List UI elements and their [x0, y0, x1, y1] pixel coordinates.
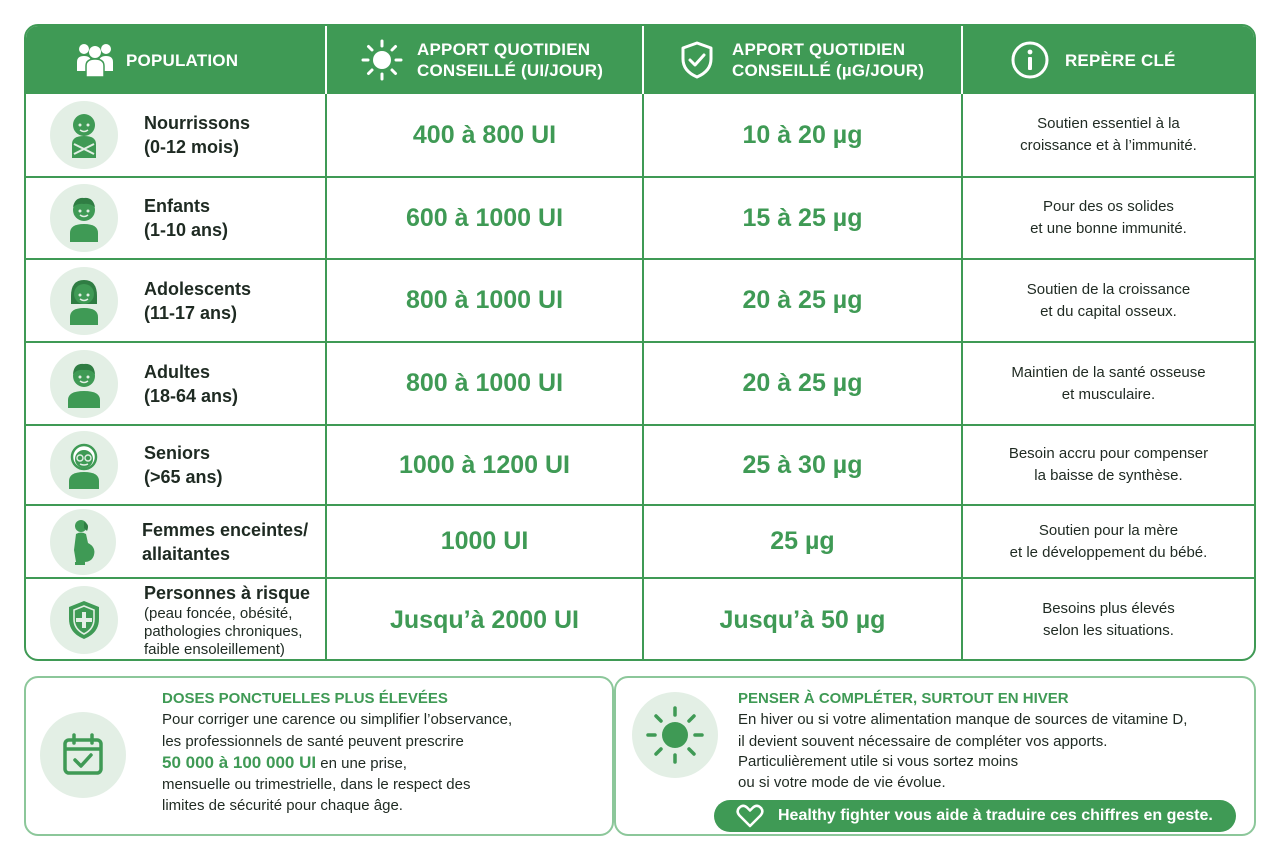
dose-ug: Jusqu’à 50 µg [719, 605, 886, 634]
hiver-box [614, 676, 1256, 836]
note-line2: et une bonne immunité. [1030, 220, 1187, 237]
note-line2: et le développement du bébé. [1009, 543, 1208, 561]
population-name: Seniors [144, 443, 211, 463]
dose-ug: 25 µg [770, 527, 835, 555]
note-line1: Besoins plus élevés [1042, 600, 1175, 617]
dose-ui: 1000 à 1200 UI [399, 450, 570, 479]
table-row [26, 260, 1254, 343]
note-line1: Soutien essentiel à la [1037, 115, 1180, 132]
dose-ui: 600 à 1000 UI [405, 203, 564, 232]
baby-icon [50, 101, 118, 169]
table-body [26, 94, 1254, 661]
vitamin-d-table [24, 24, 1256, 661]
population-name: Personnes à risque [144, 583, 311, 603]
header-population-label: POPULATION [126, 50, 239, 70]
healthy-fighter-banner [714, 800, 1236, 832]
calendar-check-icon [40, 712, 126, 798]
dose-ui: 800 à 1000 UI [405, 369, 564, 397]
header-repere [963, 26, 1254, 94]
note-line2: selon les situations. [1043, 622, 1174, 639]
note-line2: et musculaire. [1061, 385, 1156, 403]
table-row [26, 343, 1254, 426]
banner-text: Healthy fighter vous aide à traduire ces chiffres en geste. [778, 807, 1213, 824]
dose-ug: 15 à 25 µg [742, 203, 863, 232]
doses-ponctuelles-box [24, 676, 614, 836]
header-ug [644, 26, 963, 94]
dose-ug: 25 à 30 µg [742, 450, 863, 479]
header-ug-line2: CONSEILLÉ (µG/JOUR) [731, 61, 925, 80]
population-name: Nourrissons [144, 113, 251, 133]
box-right-title: PENSER À COMPLÉTER, SURTOUT EN HIVER [738, 690, 1069, 707]
header-ug-line1: APPORT QUOTIDIEN [731, 40, 906, 59]
header-population [26, 26, 327, 94]
shield-check-icon [676, 39, 718, 81]
population-name: Femmes enceintes/ [142, 519, 309, 540]
box-left-line4: mensuelle ou trimestrielle, dans le respect des [162, 776, 471, 793]
box-left-line2: les professionnels de santé peuvent prescrire [162, 733, 464, 750]
shield-plus-icon [50, 586, 118, 654]
population-age: (1-10 ans) [144, 220, 229, 240]
dose-ui: Jusqu’à 2000 UI [390, 605, 579, 634]
header-repere-label: REPÈRE CLÉ [1064, 50, 1176, 70]
note-line1: Soutien de la croissance [1026, 280, 1191, 298]
table-header [26, 26, 1254, 94]
child-icon [50, 184, 118, 252]
population-age: (0-12 mois) [144, 137, 240, 157]
header-ui-line2: CONSEILLÉ (UI/JOUR) [417, 61, 604, 80]
note-line1: Maintien de la santé osseuse [1011, 363, 1206, 381]
teen-girl-icon [50, 267, 118, 335]
heart-icon [736, 804, 764, 828]
info-icon [1009, 39, 1051, 81]
box-right-line3: Particulièrement utile si vous sortez moins [738, 753, 1019, 770]
note-line2: croissance et à l’immunité. [1020, 137, 1197, 154]
dose-highlight: 50 000 à 100 000 UI [162, 753, 317, 772]
dose-ui: 1000 UI [440, 527, 529, 555]
header-ui-line1: APPORT QUOTIDIEN [417, 40, 591, 59]
dose-ug: 20 à 25 µg [742, 369, 863, 397]
box-left-line1: Pour corriger une carence ou simplifier l’observance, [162, 711, 513, 728]
note-line2: et du capital osseux. [1040, 302, 1177, 320]
adult-icon [50, 350, 118, 418]
box-right-line2: il devient souvent nécessaire de compléter vos apports. [738, 733, 1108, 750]
dose-ui: 800 à 1000 UI [405, 286, 564, 314]
box-left-line3: en une prise, [316, 755, 407, 772]
box-right-line4: ou si votre mode de vie évolue. [738, 774, 946, 791]
population-age: (18-64 ans) [144, 385, 239, 406]
table-row [26, 178, 1254, 260]
pregnant-woman-icon [50, 509, 116, 575]
table-row [26, 426, 1254, 506]
population-detail-1: (peau foncée, obésité, [144, 605, 293, 622]
dose-ug: 20 à 25 µg [742, 286, 863, 314]
box-right-line1: En hiver ou si votre alimentation manque de sources de vitamine D, [738, 711, 1188, 728]
sun-icon [632, 692, 718, 778]
note-line1: Pour des os solides [1043, 198, 1174, 215]
population-name: Enfants [144, 196, 211, 216]
senior-icon [50, 431, 118, 499]
people-icon [74, 39, 116, 81]
note-line1: Soutien pour la mère [1038, 521, 1179, 539]
population-age: allaitantes [142, 543, 231, 564]
population-name: Adultes [144, 361, 211, 382]
population-age: (11-17 ans) [144, 302, 238, 323]
population-age: (>65 ans) [144, 467, 223, 487]
box-left-title: DOSES PONCTUELLES PLUS ÉLEVÉES [162, 690, 448, 707]
population-name: Adolescents [144, 278, 252, 299]
box-left-line5: limites de sécurité pour chaque âge. [162, 797, 403, 814]
table-row [26, 579, 1254, 661]
population-detail-2: pathologies chroniques, [144, 623, 303, 640]
header-ui [327, 26, 644, 94]
dose-ui: 400 à 800 UI [412, 120, 557, 149]
dose-ug: 10 à 20 µg [742, 120, 863, 149]
table-row [26, 94, 1254, 178]
note-line2: la baisse de synthèse. [1034, 467, 1183, 484]
population-detail-3: faible ensoleillement) [144, 641, 285, 658]
sun-icon [361, 39, 403, 81]
note-line1: Besoin accru pour compenser [1008, 445, 1209, 462]
table-row [26, 506, 1254, 579]
